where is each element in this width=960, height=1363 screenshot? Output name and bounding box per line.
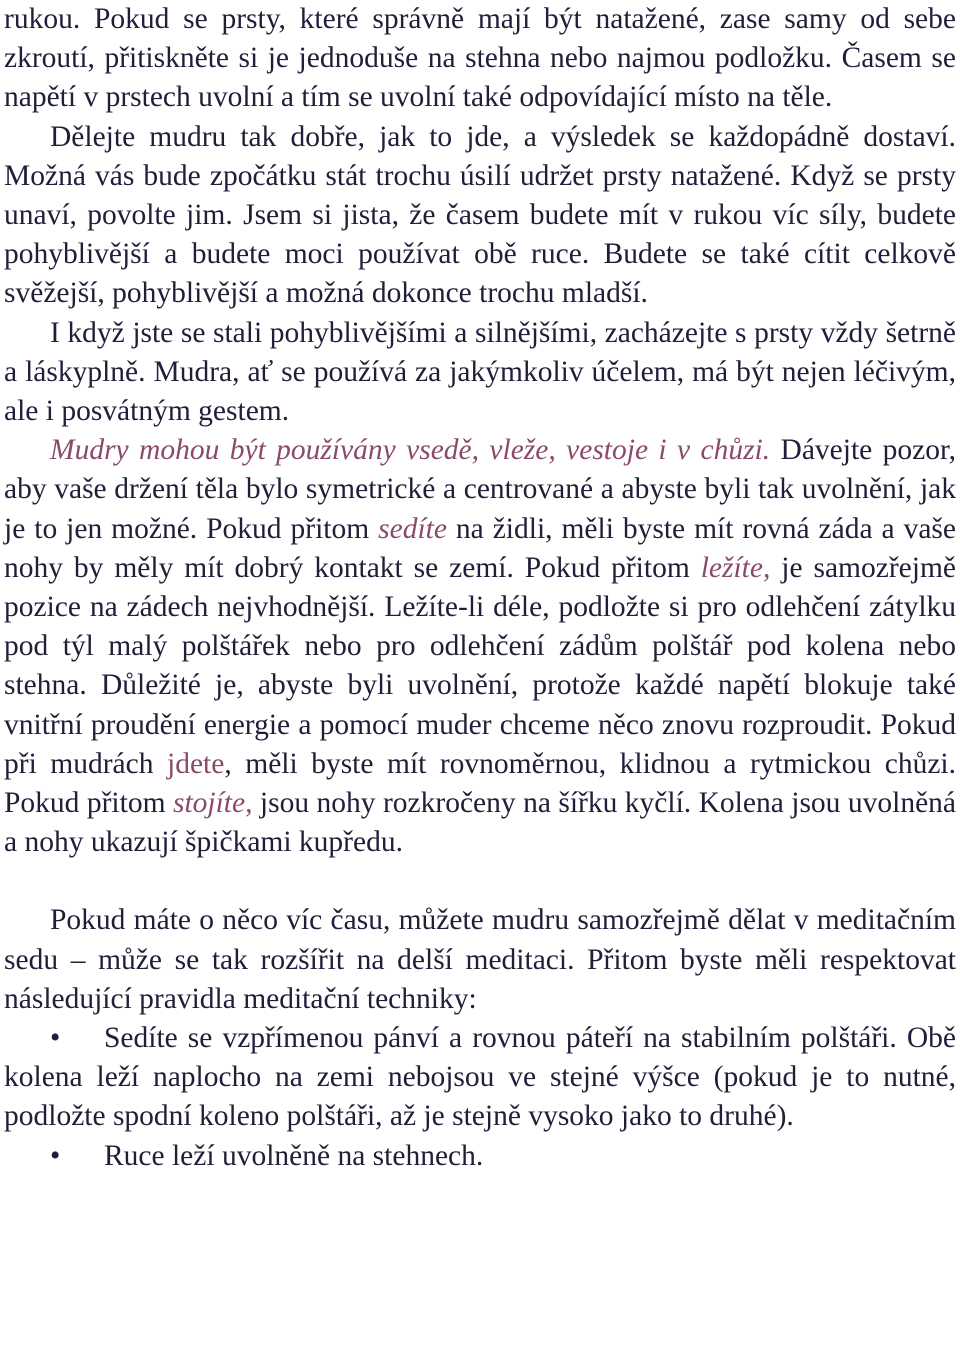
text-span: Ruce leží uvolněně na stehnech.	[104, 1139, 484, 1172]
paragraph-5	[4, 901, 956, 1019]
text-span: rukou. Pokud se prsty, které správně mají být natažené, zase samy od sebe zkroutí, přitiskněte si je jednoduše na stehna nebo najmou podložku.	[4, 3, 956, 75]
paragraph-2	[4, 118, 956, 314]
text-span: Sedíte se vzpřímenou pánví a rovnou páteří na stabilním polštáři.	[104, 1022, 897, 1055]
text-span: Důležité je, abyste byli uvolnění, protože každé napětí blokuje také vnitřní proudění energie a pomocí muder chceme něco znovu rozproudit.	[4, 669, 956, 741]
text-span: Možná vás bude zpočátku stát trochu úsilí udržet prsty natažené. Když se prsty unaví, povolte jim.	[4, 159, 956, 232]
text-span: Časem se napětí v prstech uvolní a tím se uvolní také odpovídající místo na těle.	[4, 42, 956, 114]
bullet-symbol: •	[50, 1139, 61, 1172]
text-span: Pokud při mudrách	[4, 708, 957, 780]
text-span: Přitom byste měli respektovat následující pravidla meditační techniky:	[4, 943, 956, 1015]
text-span: Budete se také cítit celkově svěžejší, pohyblivější a možná dokonce trochu mladší.	[4, 238, 957, 310]
paragraph-gap	[4, 862, 956, 901]
text-span: Obě kolena leží naplocho na zemi nebojsou ve stejné výšce (pokud je to nutné, podložte spodní koleno polštáři, až je stejně vysoko jako to druhé).	[4, 1022, 956, 1133]
section-heading: Mudry mohou být používány vsedě, vleže, vestoje i v chůzi.	[50, 434, 771, 467]
paragraph-3	[4, 314, 956, 432]
highlighted-word: stojíte,	[172, 787, 253, 820]
text-span: jsou nohy rozkročeny na šířku kyčlí.	[252, 787, 692, 820]
text-span: Kolena jsou uvolněná a nohy ukazují špičkami kupředu.	[4, 787, 957, 859]
paragraph-1	[4, 0, 956, 118]
highlighted-word: sedíte	[378, 512, 447, 545]
text-span: na židli, měli byste mít rovná záda a vaše nohy by měly mít dobrý kontakt se zemí.	[4, 512, 956, 584]
bullet-item-2	[4, 1137, 956, 1176]
text-span: Dávejte pozor, aby vaše držení těla bylo symetrické a centrované a abyste byli tak uvolnění, jak je to jen možné.	[4, 434, 956, 545]
text-span: je samozřejmě pozice na zádech nejvhodnější.	[4, 551, 956, 624]
text-span: Ležíte-li déle, podložte si pro odlehčení zátylku pod týl malý polštářek nebo pro odlehčení zádům polštář pod kolena nebo stehna.	[4, 591, 957, 702]
text-span: Mudra, ať se používá za jakýmkoliv účelem, má být nejen léčivým, ale i posvátným gestem.	[4, 355, 957, 428]
text-span: Pokud přitom	[4, 787, 173, 820]
text-span: Pokud máte o něco víc času, můžete mudru samozřejmě dělat v meditačním sedu – může se tak rozšířit na delší meditaci.	[4, 904, 956, 976]
bullet-item-1	[4, 1019, 956, 1137]
text-span: Jsem si jista, že časem budete mít v rukou víc síly, budete pohyblivější a budete moci používat obě ruce.	[4, 199, 957, 271]
text-span: I když jste se stali pohyblivějšími a silnějšími, zacházejte s prsty vždy šetrně a láskyplně.	[4, 316, 956, 388]
text-span: Dělejte mudru tak dobře, jak to jde, a výsledek se každopádně dostaví.	[50, 120, 956, 153]
text-span: , měli byste mít rovnoměrnou, klidnou a rytmickou chůzi.	[224, 747, 956, 780]
bullet-symbol: •	[50, 1022, 61, 1055]
highlighted-word: jdete	[167, 747, 225, 780]
highlighted-word: ležíte,	[700, 551, 771, 584]
paragraph-4	[4, 431, 956, 862]
text-span: Pokud přitom	[206, 512, 379, 545]
text-span: Pokud přitom	[524, 551, 701, 584]
